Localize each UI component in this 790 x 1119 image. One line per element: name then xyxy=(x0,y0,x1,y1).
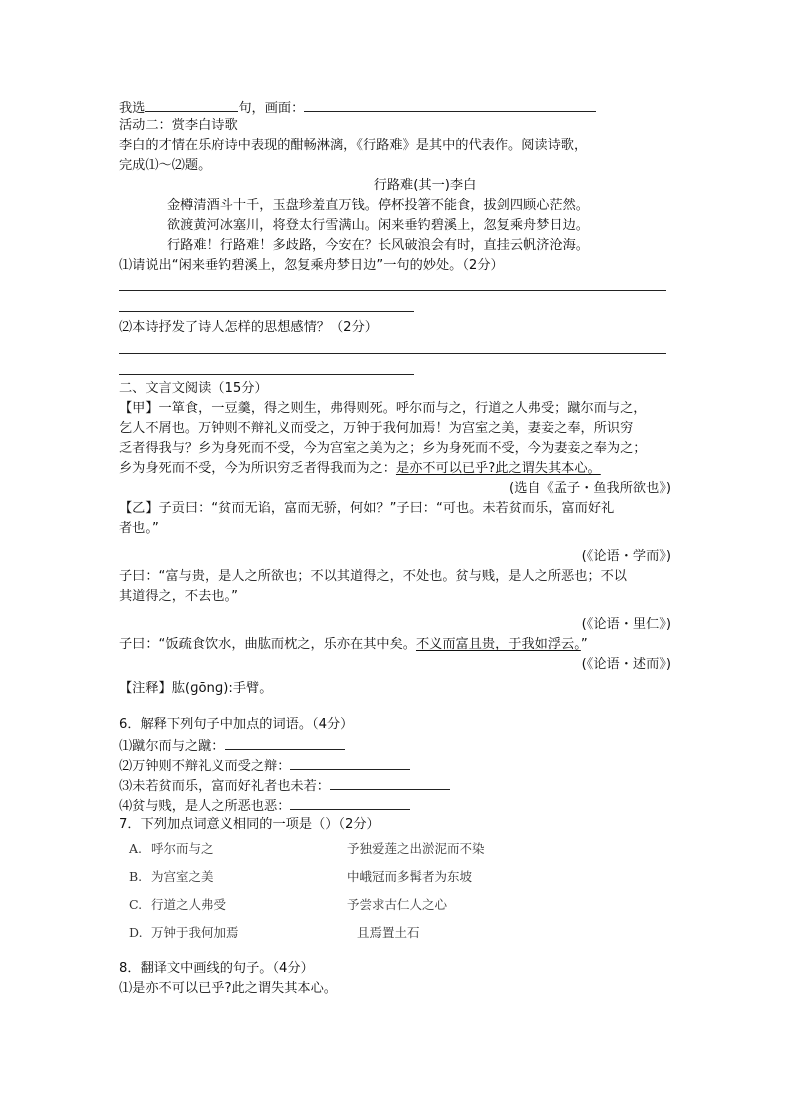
poem-title: 行路难(其一)李白 xyxy=(373,178,477,193)
answer-blank[interactable] xyxy=(304,96,596,112)
answer-blank[interactable] xyxy=(290,795,410,810)
answer-line[interactable] xyxy=(119,353,666,354)
option-phrase: 予尝求古仁人之心 xyxy=(347,897,448,912)
option-phrase: 予独爱莲之出淤泥而不染 xyxy=(347,841,485,856)
answer-blank[interactable] xyxy=(145,96,238,112)
answer-line[interactable] xyxy=(119,311,414,312)
option-label: B. xyxy=(129,869,143,884)
question-6-item: ⑴蹴尔而与之蹴： xyxy=(119,735,671,755)
worksheet-page xyxy=(119,96,671,999)
option-b[interactable] xyxy=(119,863,671,891)
source-citation: (《论语・里仁》) xyxy=(581,617,671,632)
option-label: C. xyxy=(129,897,143,912)
jia-text: 【甲】一箪食，一豆羹，得之则生，弗得则死。呼尔而与之，行道之人弗受；蹴尔而与之， xyxy=(119,401,647,416)
choice-line: 我选 句，画面： xyxy=(119,96,671,116)
source-citation: (选自《孟子・鱼我所欲也》) xyxy=(509,481,671,496)
source-citation: (《论语・学而》) xyxy=(581,549,671,564)
jia-text: 乏者得我与？乡为身死而不受，今为宫室之美为之；乡为身死而不受，今为妻妾之奉为之； xyxy=(119,441,647,456)
underlined-sentence: 不义而富且贵，于我如浮云。 xyxy=(415,637,581,652)
option-phrase: 万钟于我何加焉 xyxy=(151,925,239,940)
poem-line: 欲渡黄河冰塞川，将登太行雪满山。闲来垂钓碧溪上，忽复乘舟梦日边。 xyxy=(167,218,589,233)
option-label: D. xyxy=(129,925,143,940)
answer-blank[interactable] xyxy=(290,755,410,770)
option-a[interactable] xyxy=(119,835,671,863)
option-phrase: 中峨冠而多髯者为东坡 xyxy=(347,869,473,884)
intro-text: 李白的才情在乐府诗中表现的酣畅淋漓，《行路难》是其中的代表作。阅读诗歌， xyxy=(119,138,588,153)
yi-text: 者也。” xyxy=(119,521,159,536)
option-d[interactable] xyxy=(119,919,671,947)
jia-text: 乞人不屑也。万钟则不辩礼义而受之，万钟于我何加焉！为宫室之美，妻妾之奉，所识穷 xyxy=(119,421,634,436)
question-6-item: ⑷贫与贱，是人之所恶也恶： xyxy=(119,795,671,815)
option-phrase: 呼尔而与之 xyxy=(151,841,214,856)
question-8-item: ⑴是亦不可以已乎?此之谓失其本心。 xyxy=(119,981,337,996)
answer-line[interactable] xyxy=(119,290,666,291)
question-6-title: 6．解释下列句子中加点的词语。（4分） xyxy=(119,717,354,732)
option-phrase: 为宫室之美 xyxy=(151,869,214,884)
option-label: A. xyxy=(129,841,143,856)
question-8-title: 8．翻译文中画线的句子。（4分） xyxy=(119,961,314,976)
source-citation: (《论语・述而》) xyxy=(581,657,671,672)
poem-line: 金樽清酒斗十千，玉盘珍羞直万钱。停杯投箸不能食，拔剑四顾心茫然。 xyxy=(167,198,589,213)
yi-text: 【乙】子贡曰：“贫而无谄，富而无骄，何如？”子曰：“可也。未若贫而乐，富而好礼 xyxy=(119,501,615,516)
answer-line[interactable] xyxy=(119,374,414,375)
intro-text: 完成⑴～⑵题。 xyxy=(119,158,212,173)
activity-heading: 活动二：赏李白诗歌 xyxy=(119,118,238,133)
answer-blank[interactable] xyxy=(330,775,450,790)
option-c[interactable] xyxy=(119,891,671,919)
question-2: ⑵本诗抒发了诗人怎样的思想感情？（2分） xyxy=(119,320,378,335)
yi-text: 子曰：“富与贵，是人之所欲也；不以其道得之，不处也。贫与贱，是人之所恶也；不以 xyxy=(119,569,627,584)
jia-text: 乡为身死而不受，今为所识穷乏者得我而为之：是亦不可以已乎?此之谓失其本心。 xyxy=(119,461,601,476)
yi-text: 子曰：“饭疏食饮水，曲肱而枕之，乐亦在其中矣。不义而富且贵，于我如浮云。” xyxy=(119,637,588,652)
question-6-item: ⑵万钟则不辩礼义而受之辩： xyxy=(119,755,671,775)
answer-blank[interactable] xyxy=(225,735,345,750)
question-1: ⑴请说出“闲来垂钓碧溪上，忽复乘舟梦日边”一句的妙处。（2分） xyxy=(119,258,504,273)
section-heading: 二、文言文阅读（15分） xyxy=(119,381,268,396)
underlined-sentence: 是亦不可以已乎?此之谓失其本心。 xyxy=(395,461,601,476)
option-phrase: 行道之人弗受 xyxy=(151,897,227,912)
option-phrase: 且焉置土石 xyxy=(357,925,420,940)
question-7-title: 7．下列加点词意义相同的一项是（）（2分） xyxy=(119,817,380,832)
yi-text: 其道得之，不去也。” xyxy=(119,589,238,604)
annotation-note: 【注释】肱(ɡōnɡ):手臂。 xyxy=(119,681,273,696)
poem-line: 行路难！行路难！多歧路，今安在？长风破浪会有时，直挂云帆济沧海。 xyxy=(167,238,589,253)
question-6-item: ⑶未若贫而乐，富而好礼者也未若： xyxy=(119,775,671,795)
